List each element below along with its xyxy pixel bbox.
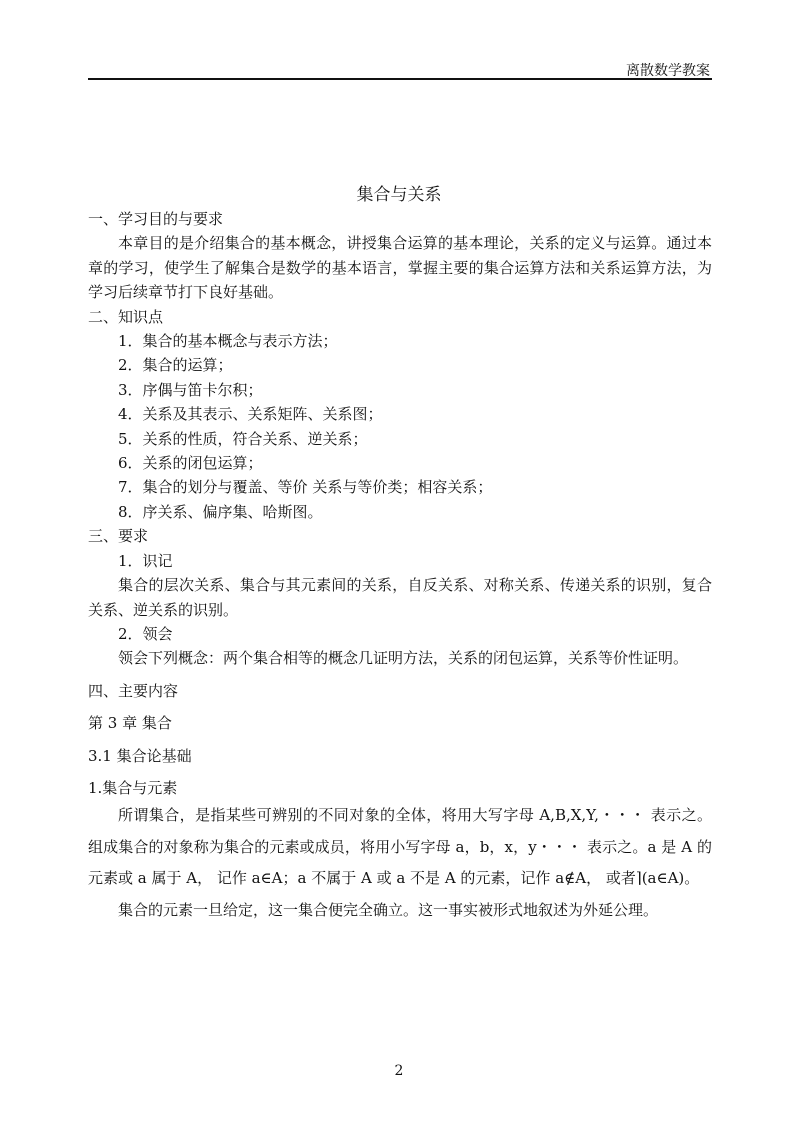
knowledge-point-item: 6．关系的闭包运算； [118,454,263,473]
document-title: 集合与关系 [356,185,442,205]
knowledge-point-item: 4．关系及其表示、关系矩阵、关系图； [118,405,383,424]
header-rule [88,78,712,80]
extension-axiom-paragraph: 集合的元素一旦给定，这一集合便完全确立。这一事实被形式地叙述为外延公理。 [118,900,659,919]
running-header: 离散数学教案 [626,63,710,79]
requirement-text-understand: 领会下列概念：两个集合相等的概念几证明方法，关系的闭包运算，关系等价性证明。 [118,649,689,668]
section-heading-goals: 一、学习目的与要求 [88,210,224,228]
goals-paragraph: 本章目的是介绍集合的基本概念，讲授集合运算的基本理论，关系的定义与运算。通过本章的学习，使学生了解集合是数学的基本语言，掌握主要的集合运算方法和关系运算方法，为学习后续章节打下良好基础。 [88,234,712,302]
section-heading-knowledge-points: 二、知识点 [88,307,164,326]
knowledge-point-item: 5．关系的性质，符合关系、逆关系； [118,429,368,448]
subsection-heading: 3.1 集合论基础 [88,746,192,765]
knowledge-point-item: 7．集合的划分与覆盖、等价 关系与等价类；相容关系； [118,478,493,497]
requirement-label-understand: 2．领会 [118,624,173,643]
chapter-heading: 第 3 章 集合 [88,714,172,733]
section-heading-main-content: 四、主要内容 [88,681,179,700]
requirement-label-memorize: 1．识记 [118,551,173,570]
sets-elements-paragraph: 所谓集合，是指某些可辨别的不同对象的全体，将用大写字母 A,B,X,Y,・・・ 表示之。组成集合的对象称为集合的元素或成员，将用小写字母 a，b，x，y・・・ 表示之。a 是 A 的元素或 a 属于 A， 记作 a∈A；a 不属于 A 或 a 不是 A 的元素，记作 a∉A， 或者⌉(a∈A)。 [88,806,712,888]
requirement-text-memorize: 集合的层次关系、集合与其元素间的关系，自反关系、对称关系、传递关系的识别，复合关系、逆关系的识别。 [88,576,712,619]
knowledge-point-item: 3．序偶与笛卡尔积； [118,380,263,399]
knowledge-point-item: 1．集合的基本概念与表示方法； [118,332,338,351]
knowledge-point-item: 8．序关系、偏序集、哈斯图。 [118,502,323,521]
topic-heading: 1.集合与元素 [88,778,178,797]
section-heading-requirements: 三、要求 [88,527,149,546]
page-number: 2 [394,1063,404,1079]
knowledge-point-item: 2．集合的运算； [118,356,233,375]
document-body [88,207,712,926]
